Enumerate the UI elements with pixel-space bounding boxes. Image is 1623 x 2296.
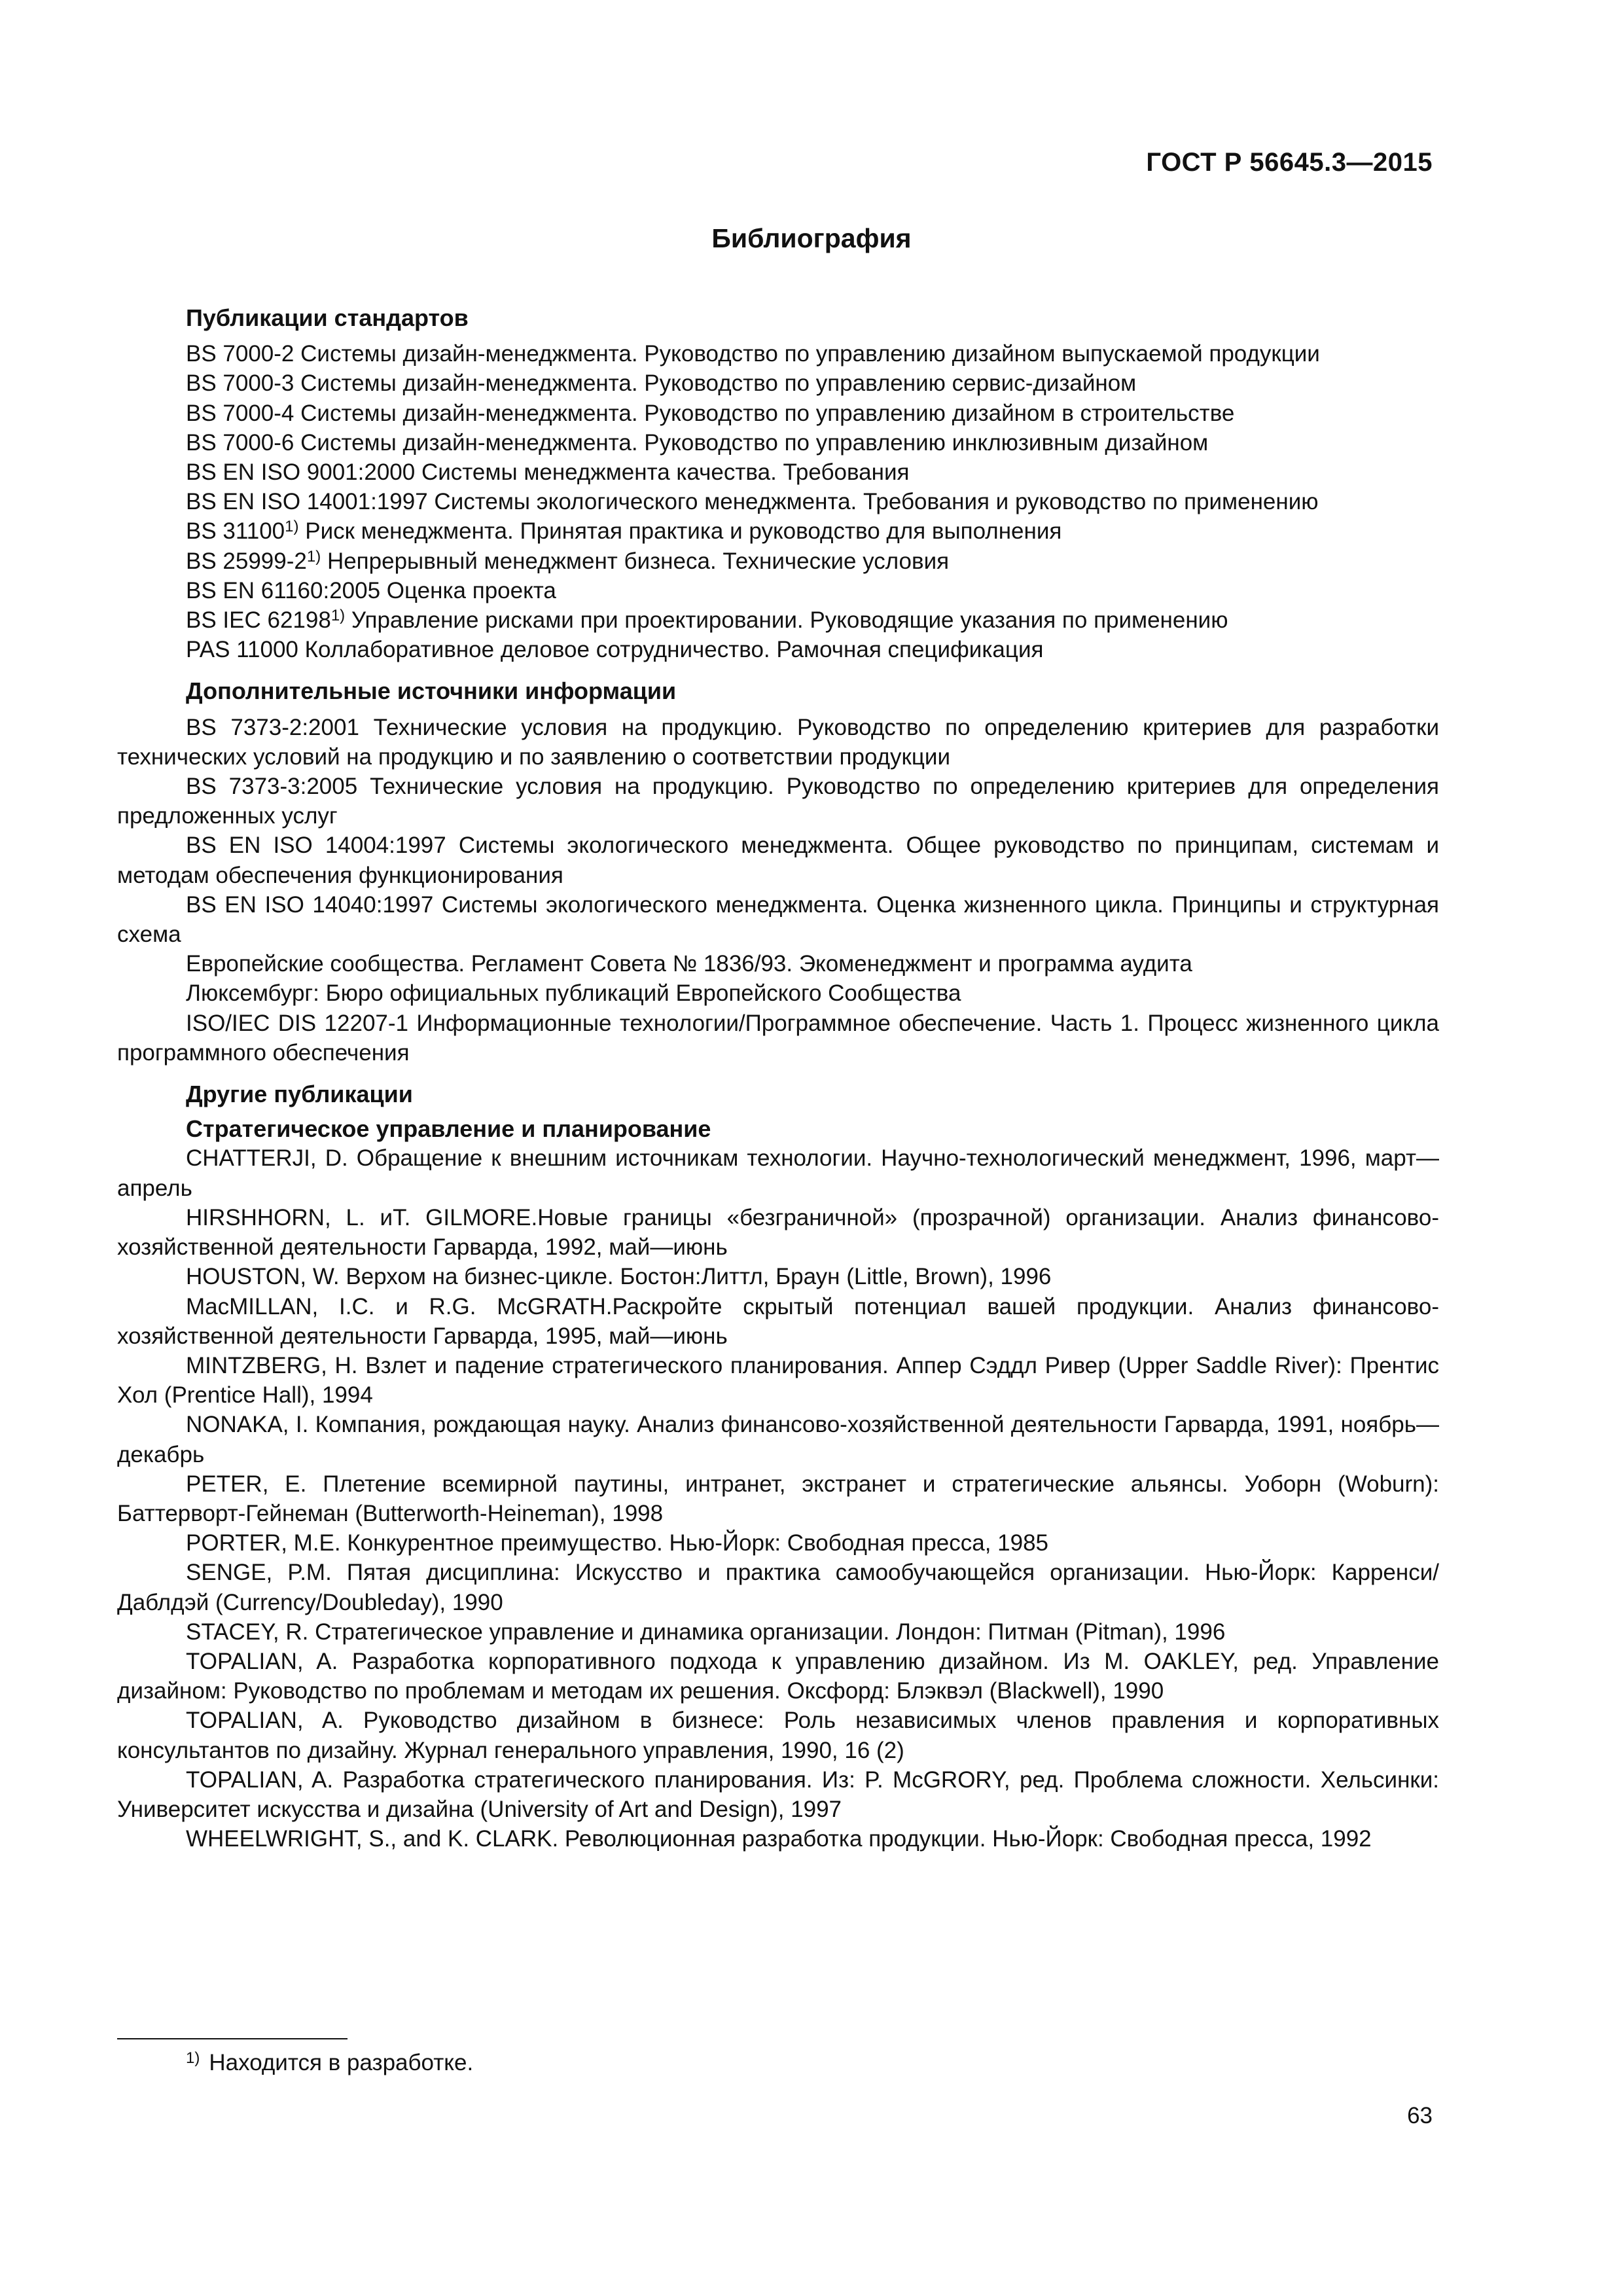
other-list [117,1143,1439,1854]
standard-entry [117,605,1439,635]
bibliography-content [117,303,1439,1854]
document-code: ГОСТ Р 56645.3—2015 [1146,148,1433,177]
publication-entry: PETER, E. Плетение всемирной паутины, интранет, экстранет и стратегические альянсы. Уоборн (Woburn): Баттерворт-Гейнеман (Butterworth-Heineman), 1998 [117,1471,1439,1526]
standard-entry-text: Риск менеджмента. Принятая практика и руководство для выполнения [298,518,1062,545]
standard-entry-text: Непрерывный менеджмент бизнеса. Технические условия [321,548,950,574]
standard-entry-text: BS 7000-6 Системы дизайн-менеджмента. Руководство по управлению инклюзивным дизайном [186,429,1209,456]
standard-entry-text: BS EN ISO 14001:1997 Системы экологического менеджмента. Требования и руководство по применению [186,489,1319,515]
footnote-divider [117,2038,348,2039]
publication-entry: MINTZBERG, H. Взлет и падение стратегического планирования. Аппер Сэддл Ривер (Upper Saddle River): Прентис Хол (Prentice Hall), 1994 [117,1352,1439,1408]
footnote-ref: 1) [285,518,299,536]
standard-entry [117,547,1439,576]
strategy-subheading: Стратегическое управление и планирование [186,1115,711,1143]
footnote-ref: 1) [330,607,346,625]
reference-entry: BS EN ISO 14040:1997 Системы экологического менеджмента. Оценка жизненного цикла. Принципы и структурная схема [117,891,1439,948]
standard-entry-text: BS 7000-4 Системы дизайн-менеджмента. Руководство по управлению дизайном в строительстве [186,400,1235,426]
publication-entry: WHEELWRIGHT, S., and K. CLARK. Революционная разработка продукции. Нью-Йорк: Свободная пресса, 1992 [186,1826,1372,1852]
publication-entry: CHATTERJI, D. Обращение к внешним источникам технологии. Научно-технологический менеджмент, 1996, март—апрель [117,1145,1439,1201]
standard-entry-text: BS EN 61160:2005 Оценка проекта [186,577,556,603]
footnote-mark: 1) [186,2049,200,2067]
publication-entry: STACEY, R. Стратегическое управление и динамика организации. Лондон: Питман (Pitman), 1996 [186,1619,1226,1645]
standard-entry-text: Управление рисками при проектировании. Руководящие указания по применению [345,607,1228,634]
standard-entry [117,635,1439,664]
standard-code: BS 31100 [186,518,285,545]
footnote [186,2050,473,2076]
publication-entry: TOPALIAN, A. Разработка стратегического планирования. Из: P. McGRORY, ред. Проблема сложности. Хельсинки: Университет искусства и дизайна (University of Art and Design), 1997 [117,1767,1439,1822]
standard-entry-text: PAS 11000 Коллаборативное деловое сотрудничество. Рамочная спецификация [186,637,1044,663]
standard-entry [117,428,1439,457]
reference-entry: BS 7373-3:2005 Технические условия на продукцию. Руководство по определению критериев для определения предложенных услуг [117,774,1439,829]
publication-entry: HOUSTON, W. Верхом на бизнес-цикле. Бостон:Литтл, Браун (Little, Brown), 1996 [186,1264,1052,1290]
standard-entry [117,457,1439,487]
publication-entry: NONAKA, I. Компания, рождающая науку. Анализ финансово-хозяйственной деятельности Гарварда, 1991, ноябрь—декабрь [117,1412,1439,1467]
publication-entry: HIRSHHORN, L. иT. GILMORE.Новые границы «безграничной» (прозрачной) организации. Анализ финансово-хозяйственной деятельности Гарварда, 1992, май—июнь [117,1204,1439,1261]
publication-entry: SENGE, P.M. Пятая дисциплина: Искусство и практика самообучающейся организации. Нью-Йорк: Карренси/Даблдэй (Currency/Doubleday), 1990 [117,1560,1439,1615]
standard-entry-text: BS 7000-3 Системы дизайн-менеджмента. Руководство по управлению сервис-дизайном [186,370,1137,397]
standard-entry [117,368,1439,398]
other-heading: Другие публикации [186,1081,413,1108]
standard-code: BS 25999-2 [186,548,307,574]
reference-entry: BS EN ISO 14004:1997 Системы экологического менеджмента. Общее руководство по принципам, системам и методам обеспечения функционирования [117,833,1439,888]
page-title: Библиография [711,223,912,253]
reference-entry: Европейские сообщества. Регламент Совета № 1836/93. Экоменеджмент и программа аудита [186,951,1192,977]
standard-entry [117,576,1439,605]
reference-entry: ISO/IEC DIS 12207-1 Информационные технологии/Программное обеспечение. Часть 1. Процесс жизненного цикла программного обеспечения [117,1010,1439,1066]
publication-entry: PORTER, M.E. Конкурентное преимущество. Нью-Йорк: Свободная пресса, 1985 [186,1530,1049,1556]
publication-entry: MacMILLAN, I.C. и R.G. McGRATH.Раскройте скрытый потенциал вашей продукции. Анализ финансово-хозяйственной деятельности Гарварда, 1995, май—июнь [117,1293,1439,1349]
standard-entry-text: BS 7000-2 Системы дизайн-менеджмента. Руководство по управлению дизайном выпускаемой продукции [186,341,1320,367]
standard-entry [117,516,1439,546]
reference-entry: Люксембург: Бюро официальных публикаций Европейского Сообщества [186,980,961,1007]
standards-heading: Публикации стандартов [186,304,469,331]
standard-entry [117,399,1439,428]
reference-entry: BS 7373-2:2001 Технические условия на продукцию. Руководство по определению критериев для разработки технических условий на продукцию и по заявлению о соответствии продукции [117,714,1439,770]
standard-entry [117,339,1439,368]
publication-entry: TOPALIAN, A. Руководство дизайном в бизнесе: Роль независимых членов правления и корпоративных консультантов по дизайну. Журнал генерального управления, 1990, 16 (2) [117,1708,1439,1763]
page-number: 63 [1407,2103,1433,2128]
additional-list [117,713,1439,1067]
standard-code: BS IEC 62198 [186,607,331,634]
standard-entry [117,487,1439,516]
footnote-text: Находится в разработке. [209,2050,474,2075]
footnote-ref: 1) [306,547,321,565]
standards-list [117,339,1439,664]
additional-heading: Дополнительные источники информации [186,677,677,705]
standard-entry-text: BS EN ISO 9001:2000 Системы менеджмента качества. Требования [186,459,910,486]
publication-entry: TOPALIAN, A. Разработка корпоративного подхода к управлению дизайном. Из M. OAKLEY, ред. Управление дизайном: Руководство по проблемам и методам их решения. Оксфорд: Блэквэл (Blackwell), 1990 [117,1648,1439,1704]
